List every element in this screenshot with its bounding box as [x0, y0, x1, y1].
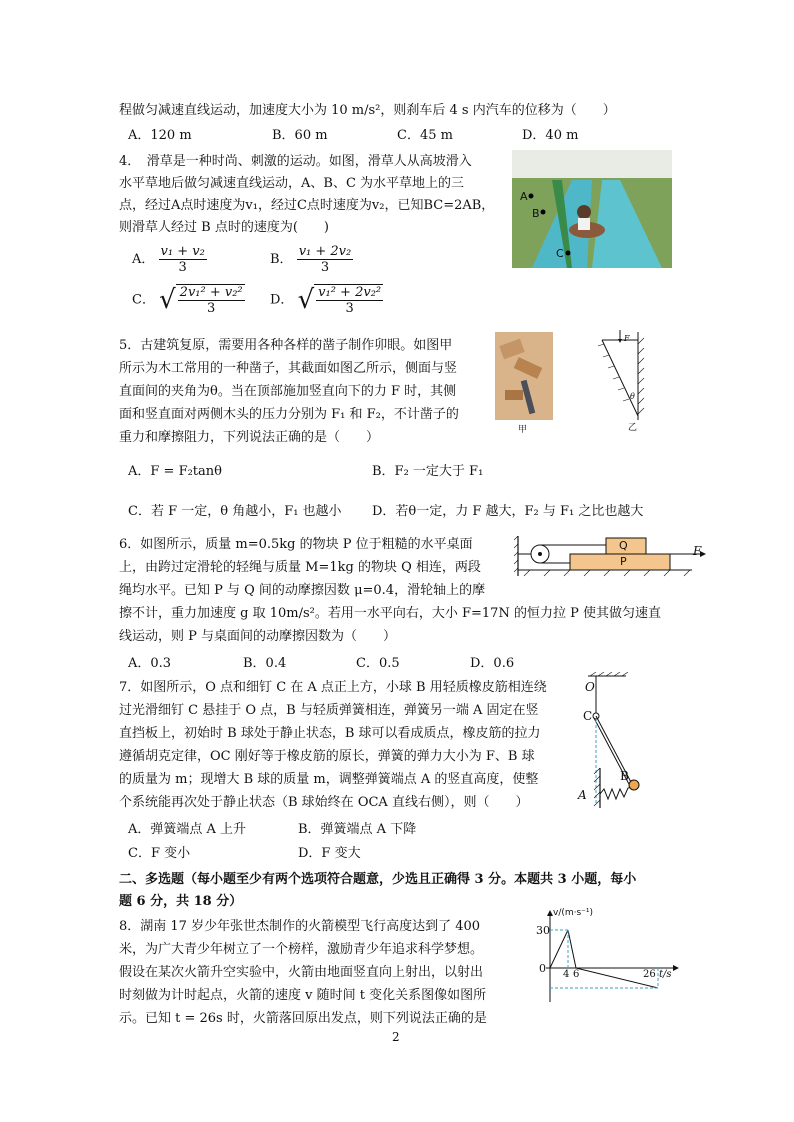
- q7-line-2: 过光滑细钉 C 悬挂于 O 点，B 与轻质弹簧相连，弹簧另一端 A 固定在竖: [119, 703, 539, 718]
- graph-tick-6: 6: [573, 969, 580, 980]
- graph-xlabel: t/s: [659, 969, 672, 980]
- q7-option-b: B．弹簧端点 A 下降: [298, 822, 417, 837]
- q8-line-2: 米，为广大青少年树立了一个榜样，激励青少年追求科学梦想。: [119, 942, 484, 957]
- q7-line-6: 个系统能再次处于静止状态（B 球始终在 OCA 直线右侧），则（ ）: [119, 795, 529, 810]
- q8-line-4: 时刻做为计时起点，火箭的速度 v 随时间 t 变化关系图像如图所: [119, 988, 487, 1003]
- q4-option-a: A． $\frac{\text{v₁ + v₂}}{3}$: [132, 244, 205, 275]
- q5-option-c: C．若 F 一定，θ 角越小，F₁ 也越小: [128, 504, 342, 519]
- q5-line-5: 重力和摩擦阻力，下列说法正确的是（ ）: [119, 430, 380, 445]
- q7-line-1: 7．如图所示，O 点和细钉 C 在 A 点正上方，小球 B 用轻质橡皮筋相连绕: [119, 680, 547, 695]
- q4-line-2: 水平草地后做匀减速直线运动，A、B、C 为水平草地上的三: [119, 176, 465, 191]
- section2-heading-line-2: 题 6 分，共 18 分）: [119, 894, 243, 909]
- q8-line-1: 8．湖南 17 岁少年张世杰制作的火箭模型飞行高度达到了 400: [119, 919, 481, 934]
- q5-line-1: 5．古建筑复原，需要用各种各样的凿子制作卯眼。如图甲: [119, 338, 453, 353]
- fig-theta-label: θ: [630, 392, 635, 401]
- q7-line-5: 的质量为 m；现增大 B 球的质量 m，调整弹簧端点 A 的竖直高度，使整: [119, 772, 539, 787]
- q7-option-a: A．弹簧端点 A 上升: [128, 822, 247, 837]
- q6-option-a: A．0.3: [128, 656, 172, 671]
- q5-line-3: 直面间的夹角为θ。当在顶部施加竖直向下的力 F 时，其侧: [119, 384, 457, 399]
- q6-line-3: 绳均水平。已知 P 与 Q 间的动摩擦因数 μ=0.4，滑轮轴上的摩: [119, 583, 486, 598]
- graph-origin: 0: [539, 962, 546, 975]
- q6-option-b: B．0.4: [243, 656, 287, 671]
- photo-label-b: B: [532, 207, 540, 220]
- graph-ylabel: v/(m·s⁻¹): [553, 908, 594, 918]
- q4-option-d: D． √ $\frac{\text{v₁² + 2v₂²}}{3}$: [270, 285, 382, 316]
- point-a-label: A: [578, 788, 587, 802]
- point-o-label: O: [585, 680, 595, 694]
- point-c-label: C: [583, 709, 593, 723]
- graph-tick-26: 26: [643, 969, 656, 980]
- graph-tick-4: 4: [563, 969, 570, 980]
- q8-line-3: 假设在某次火箭升空实验中，火箭由地面竖直向上射出，以射出: [119, 965, 484, 980]
- q6-option-d: D．0.6: [470, 656, 515, 671]
- q6-line-4: 擦不计，重力加速度 g 取 10m/s²。若用一水平向右，大小 F=17N 的恒力拉 P 使其做匀速直: [119, 606, 661, 621]
- fig-jia-label: 甲: [518, 425, 528, 435]
- q3-option-d: D．40 m: [522, 128, 579, 143]
- q7-option-d: D．F 变大: [298, 846, 361, 861]
- pulley-blocks-diagram: [514, 532, 714, 580]
- q3-option-b: B．60 m: [272, 128, 328, 143]
- page-number: 2: [392, 1030, 400, 1044]
- chisel-photo: [495, 332, 553, 420]
- q5-option-a: A．F = F₂tanθ: [128, 464, 222, 479]
- q6-line-1: 6．如图所示，质量 m=0.5kg 的物块 P 位于粗糙的水平桌面: [119, 537, 473, 552]
- q3-text: 程做匀减速直线运动，加速度大小为 10 m/s²，则刹车后 4 s 内汽车的位移为（ ）: [119, 103, 616, 118]
- q5-option-d: D．若θ一定，力 F 越大，F₂ 与 F₁ 之比也越大: [372, 504, 644, 519]
- q6-option-c: C．0.5: [356, 656, 400, 671]
- fig-force-label: F: [624, 334, 630, 343]
- fig-yi-label: 乙: [628, 423, 638, 433]
- q8-line-5: 示。已知 t = 26s 时，火箭落回原出发点，则下列说法正确的是: [119, 1011, 487, 1026]
- velocity-time-graph: [530, 908, 690, 1008]
- photo-point-markers: [512, 150, 672, 268]
- q4-line-1: 4． 滑草是一种时尚、刺激的运动。如图，滑草人从高坡滑入: [119, 154, 472, 169]
- q4-option-c: C． √ $\frac{\text{2v₁² + v₂²}}{3}$: [132, 285, 243, 316]
- q6-line-5: 线运动，则 P 与桌面间的动摩擦因数为（ ）: [119, 629, 397, 644]
- photo-label-c: C: [556, 247, 564, 260]
- q3-option-a: A．120 m: [128, 128, 192, 143]
- q5-line-2: 所示为木工常用的一种凿子，其截面如图乙所示，侧面与竖: [119, 361, 458, 376]
- q4-option-b: B． $\frac{\text{v₁ + 2v₂}}{3}$: [270, 244, 352, 275]
- q7-option-c: C．F 变小: [128, 846, 191, 861]
- force-f-label: F: [693, 544, 702, 558]
- section2-heading-line-1: 二、多选题（每小题至少有两个选项符合题意，少选且正确得 3 分。本题共 3 小题，每小: [119, 872, 637, 887]
- q4-line-4: 则滑草人经过 B 点时的速度为( ): [119, 220, 329, 235]
- q7-line-4: 遵循胡克定律，OC 刚好等于橡皮筋的原长，弹簧的弹力大小为 F、B 球: [119, 749, 535, 764]
- q3-option-c: C．45 m: [397, 128, 453, 143]
- chisel-section-diagram: [590, 330, 650, 422]
- q6-line-2: 上，由跨过定滑轮的轻绳与质量 M=1kg 的物块 Q 相连，两段: [119, 560, 481, 575]
- q7-line-3: 直挡板上，初始时 B 球处于静止状态，B 球可以看成质点，橡皮筋的拉力: [119, 726, 541, 741]
- q5-line-4: 面和竖直面对两侧木头的压力分别为 F₁ 和 F₂，不计凿子的: [119, 407, 459, 422]
- q4-line-3: 点，经过A点时速度为v₁，经过C点时速度为v₂，已知BC=2AB，: [119, 198, 495, 213]
- block-p-label: P: [620, 555, 627, 568]
- block-q-label: Q: [619, 539, 628, 552]
- point-b-label: B: [620, 769, 629, 783]
- q5-option-b: B．F₂ 一定大于 F₁: [372, 464, 484, 479]
- graph-tick-30: 30: [536, 924, 550, 937]
- photo-label-a: A: [520, 190, 528, 203]
